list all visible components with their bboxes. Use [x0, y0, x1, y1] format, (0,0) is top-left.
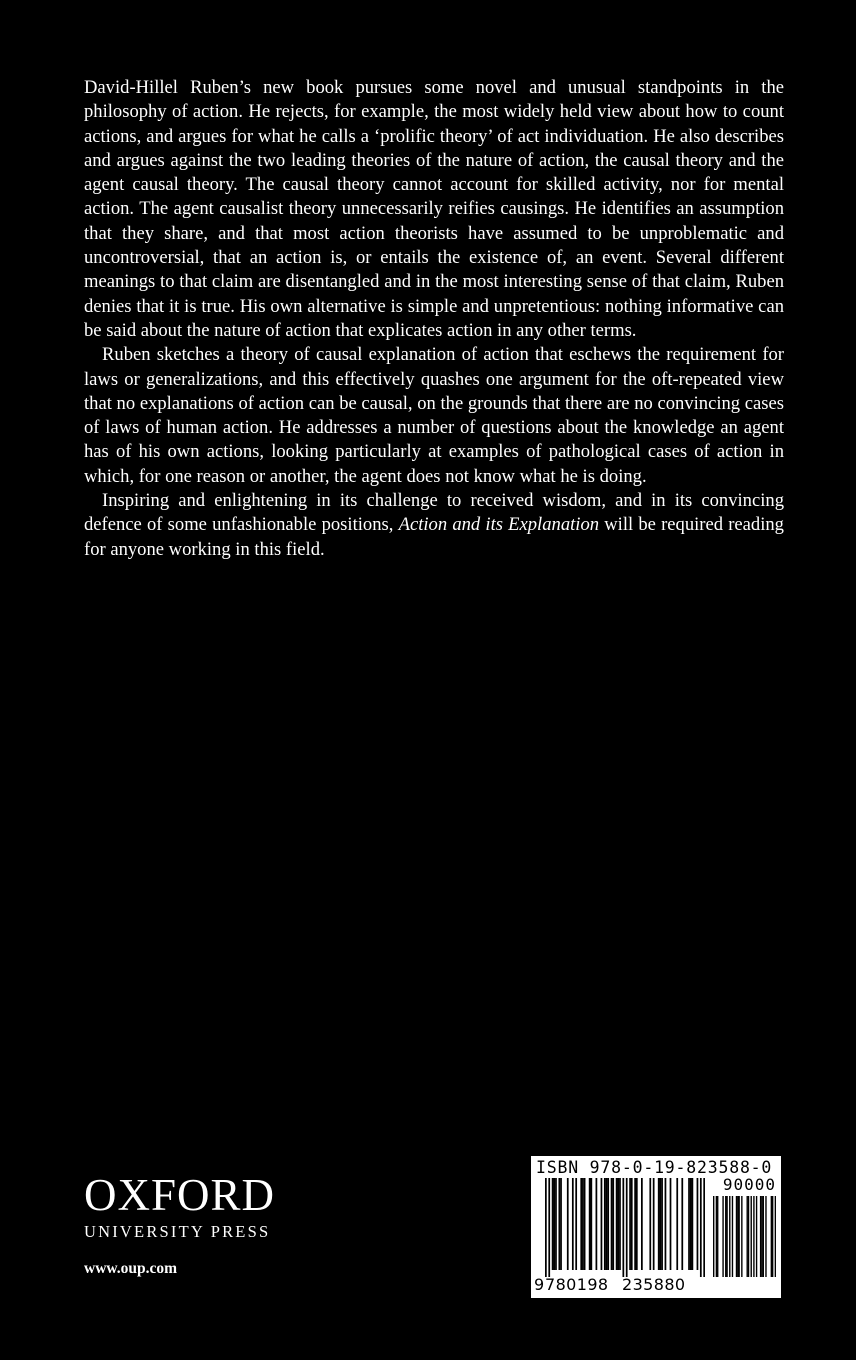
barcode-bar: [560, 1178, 562, 1270]
barcode-bar: [703, 1178, 705, 1277]
addon-bar: [765, 1196, 766, 1277]
publisher-url: www.oup.com: [84, 1260, 178, 1277]
barcode-bar: [601, 1178, 603, 1270]
barcode-bar: [545, 1178, 547, 1277]
barcode-bar: [661, 1178, 663, 1270]
barcode-bar: [660, 1178, 662, 1270]
addon-bar: [747, 1196, 748, 1277]
barcode-bar: [676, 1178, 678, 1270]
addon-bar: [771, 1196, 772, 1277]
barcode-bar: [558, 1178, 560, 1270]
addon-bar: [717, 1196, 718, 1277]
ean5-addon-bars: [713, 1196, 776, 1277]
barcode-bar: [690, 1178, 692, 1270]
barcode-bar: [688, 1178, 690, 1270]
barcode-bar: [612, 1178, 614, 1270]
barcode-bar: [604, 1178, 606, 1270]
back-cover-blurb: [84, 76, 784, 562]
addon-bar: [725, 1196, 726, 1277]
addon-bar: [736, 1196, 737, 1277]
addon-bar: [716, 1196, 717, 1277]
addon-bar: [761, 1196, 762, 1277]
barcode-bar: [616, 1178, 618, 1270]
barcode-bar: [641, 1178, 643, 1270]
oxford-wordmark: OXFORD: [84, 1170, 276, 1220]
price-code: 90000: [722, 1175, 776, 1194]
barcode-bar: [670, 1178, 672, 1270]
barcode-bar: [658, 1178, 660, 1270]
barcode-bar: [553, 1178, 555, 1270]
barcode-bar: [653, 1178, 655, 1270]
barcode-bar: [622, 1178, 624, 1277]
blurb-paragraph-1: David-Hillel Ruben’s new book pursues some novel and unusual standpoints in the philosophy of action. He rejects, for example, the most widely held view about how to count actions, and argues for what he calls a ‘prolific theory’ of act individuation. He also describes and argues against the two leading theories of the nature of action, the causal theory and the agent causal theory. The causal theory cannot account for skilled activity, nor for mental action. The agent causalist theory unnecessarily reifies causings. He identifies an assumption that they share, and that most action theorists have assumed to be unproblematic and uncontroversial, that an action is, or entails the existence of, an event. Several different meanings to that claim are disentangled and in the most interesting sense of that claim, Ruben denies that it is true. His own alternative is simple and unpretentious: nothing informative can be said about the nature of action that explicates action in any other terms.: [84, 77, 784, 341]
addon-bar: [748, 1196, 749, 1277]
barcode-bar: [681, 1178, 683, 1270]
barcode-bar: [606, 1178, 608, 1270]
addon-bar: [722, 1196, 723, 1277]
ean-first-digit: 9: [534, 1275, 545, 1294]
barcode-bar: [636, 1178, 638, 1270]
barcode-bar: [700, 1178, 702, 1277]
barcode-bar: [584, 1178, 586, 1270]
barcode-bar: [619, 1178, 621, 1270]
blurb-paragraph-3-end: will be required reading for anyone working in this field.: [84, 514, 784, 560]
barcode-bar: [607, 1178, 609, 1270]
barcode-bar: [596, 1178, 598, 1270]
blurb-paragraph-2: Ruben sketches a theory of causal explanation of action that eschews the requirement for laws or generalizations, and this effectively quashes one argument for the oft-repeated view that no explanations of action can be causal, on the grounds that there are no convincing cases of laws of human action. He addresses a number of questions about the knowledge an agent has of his own actions, looking particularly at examples of pathological cases of action in which, for one reason or another, the agent does not know what he is doing.: [84, 344, 784, 487]
addon-bar: [732, 1196, 733, 1277]
addon-bar: [775, 1196, 776, 1277]
ean-left-group: 780198: [545, 1275, 609, 1294]
university-press-label: UNIVERSITY PRESS: [84, 1222, 271, 1241]
ean-right-group: 235880: [622, 1275, 686, 1294]
barcode-bar: [555, 1178, 557, 1270]
barcode-bar: [626, 1178, 628, 1277]
barcode-bar: [589, 1178, 591, 1270]
ean-digits: [534, 1276, 704, 1294]
blurb-paragraph-3: [84, 489, 784, 562]
barcode-bar: [611, 1178, 613, 1270]
barcode-bar: [590, 1178, 592, 1270]
barcode-bar: [575, 1178, 577, 1270]
barcode-bar: [548, 1178, 550, 1277]
isbn-label: ISBN 978-0-19-823588-0: [536, 1158, 773, 1177]
barcode-bar: [552, 1178, 554, 1270]
addon-bar: [729, 1196, 730, 1277]
barcode-bar: [665, 1178, 667, 1270]
barcode-bar: [580, 1178, 582, 1270]
addon-bar: [713, 1196, 714, 1277]
addon-bar: [753, 1196, 754, 1277]
barcode-bar: [634, 1178, 636, 1270]
barcode-bar: [692, 1178, 694, 1270]
addon-bar: [763, 1196, 764, 1277]
ean13-bars: [545, 1178, 705, 1277]
blurb-paragraph-3-start: Inspiring and enlightening in its challenge to received wisdom, and in its convincing defence of some unfashionable positions,: [84, 490, 784, 536]
publisher-logo: [84, 1172, 384, 1242]
isbn-barcode: [531, 1156, 781, 1298]
book-title-italic: Action and its Explanation: [398, 514, 600, 536]
barcode-bar: [582, 1178, 584, 1270]
addon-bar: [760, 1196, 761, 1277]
barcode-bar: [629, 1178, 631, 1270]
barcode-bar: [617, 1178, 619, 1270]
barcode-bar: [697, 1178, 699, 1270]
addon-bar: [738, 1196, 739, 1277]
addon-bar: [772, 1196, 773, 1277]
barcode-bar: [631, 1178, 633, 1270]
addon-bar: [741, 1196, 742, 1277]
addon-bar: [726, 1196, 727, 1277]
addon-bar: [737, 1196, 738, 1277]
addon-bar: [751, 1196, 752, 1277]
barcode-bar: [567, 1178, 569, 1270]
barcode-bar: [572, 1178, 574, 1270]
addon-bar: [756, 1196, 757, 1277]
barcode-bar: [649, 1178, 651, 1270]
